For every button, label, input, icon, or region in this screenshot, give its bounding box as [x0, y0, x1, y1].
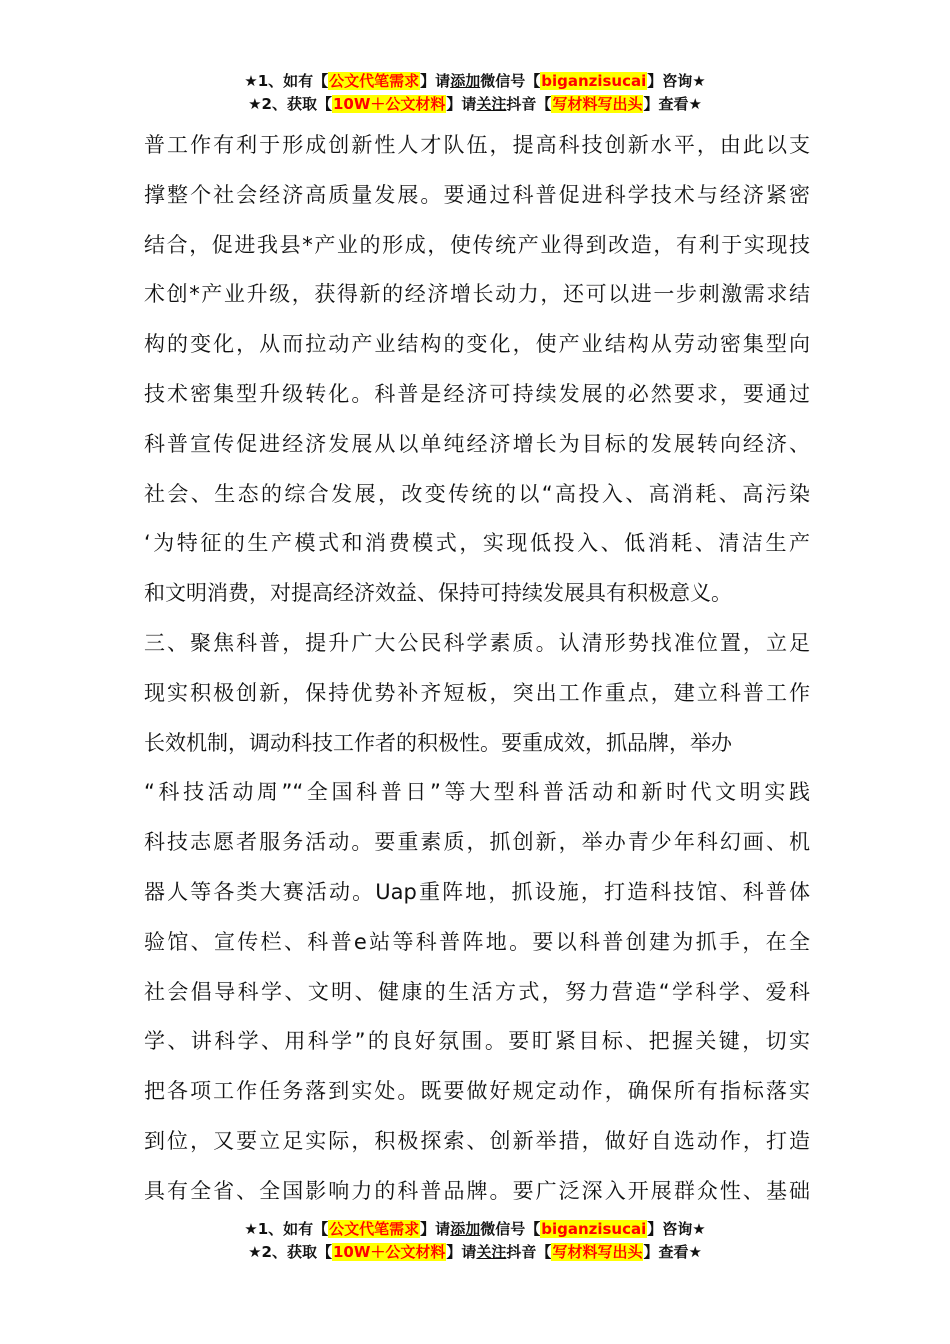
- banner-text: 】请: [446, 1243, 477, 1261]
- body-line: 现实积极创新，保持优势补齐短板，突出工作重点，建立科普工作: [144, 680, 810, 705]
- body-line: ‘为特征的生产模式和消费模式，实现低投入、低消耗、清洁生产: [144, 531, 810, 556]
- banner-text: 】请: [420, 1220, 451, 1238]
- banner-highlight: 公文代笔需求: [329, 72, 420, 90]
- body-line: 科技志愿者服务活动。要重素质，抓创新，举办青少年科幻画、机: [144, 830, 810, 855]
- banner-highlight-wechat-id: biganzisucai: [541, 1220, 647, 1238]
- body-line: 构的变化，从而拉动产业结构的变化，使产业结构从劳动密集型向: [144, 332, 810, 357]
- banner-text: 抖音【: [506, 95, 552, 113]
- banner-underline: 关注: [476, 95, 507, 113]
- banner-highlight: 10W＋公文材料: [332, 1243, 446, 1261]
- body-line: 长效机制，调动科技工作者的积极性。要重成效，抓品牌，举办: [144, 730, 732, 755]
- body-line: 到位，又要立足实际，积极探索、创新举措，做好自选动作，打造: [144, 1128, 810, 1153]
- footer-banner-line-1: [0, 1218, 950, 1241]
- banner-text: ★2、获取【: [248, 95, 332, 113]
- banner-text: 】查看★: [643, 1243, 702, 1261]
- banner-text: ★1、如有【: [244, 1220, 329, 1238]
- body-line: 社会、生态的综合发展，改变传统的以“高投入、高消耗、高污染: [144, 481, 810, 506]
- header-banner: [0, 70, 950, 116]
- body-line: 学、讲科学、用科学”的良好氛围。要盯紧目标、把握关键，切实: [144, 1029, 810, 1054]
- banner-text: ★2、获取【: [248, 1243, 332, 1261]
- document-body: [144, 121, 810, 1217]
- body-line: 结合，促进我县*产业的形成，使传统产业得到改造，有利于实现技: [144, 232, 810, 257]
- banner-underline: 添加: [450, 1220, 481, 1238]
- banner-highlight-wechat-id: biganzisucai: [541, 72, 647, 90]
- banner-text: 】咨询★: [647, 72, 706, 90]
- header-banner-line-2: [0, 93, 950, 116]
- banner-highlight: 10W＋公文材料: [332, 95, 446, 113]
- header-banner-line-1: [0, 70, 950, 93]
- banner-text: ★1、如有【: [244, 72, 329, 90]
- body-line: 科普宣传促进经济发展从以单纯经济增长为目标的发展转向经济、: [144, 431, 810, 456]
- body-line: 器人等各类大赛活动。Uap重阵地，抓设施，打造科技馆、科普体: [144, 879, 810, 904]
- banner-text: 】请: [446, 95, 477, 113]
- banner-text: 】查看★: [643, 95, 702, 113]
- footer-banner-line-2: [0, 1241, 950, 1264]
- banner-text: 微信号【: [480, 72, 541, 90]
- body-line: 撑整个社会经济高质量发展。要通过科普促进科学技术与经济紧密: [144, 182, 810, 207]
- section-heading-line: 三、聚焦科普，提升广大公民科学素质。认清形势找准位置，立足: [144, 630, 810, 655]
- banner-text: 】请: [420, 72, 451, 90]
- body-line: 和文明消费，对提高经济效益、保持可持续发展具有积极意义。: [144, 581, 732, 606]
- body-line: 普工作有利于形成创新性人才队伍，提高科技创新水平，由此以支: [144, 133, 810, 157]
- banner-highlight-douyin-id: 写材料写出头: [552, 95, 643, 113]
- body-line: 把各项工作任务落到实处。既要做好规定动作，确保所有指标落实: [144, 1079, 810, 1104]
- body-line: 验馆、宣传栏、科普e站等科普阵地。要以科普创建为抓手，在全: [144, 929, 810, 954]
- banner-underline: 关注: [476, 1243, 507, 1261]
- body-line: 社会倡导科学、文明、健康的生活方式，努力营造“学科学、爱科: [144, 979, 810, 1004]
- banner-highlight-douyin-id: 写材料写出头: [552, 1243, 643, 1261]
- banner-text: 】咨询★: [647, 1220, 706, 1238]
- footer-banner: [0, 1218, 950, 1264]
- banner-underline: 添加: [450, 72, 481, 90]
- banner-highlight: 公文代笔需求: [329, 1220, 420, 1238]
- body-line: “科技活动周”“全国科普日”等大型科普活动和新时代文明实践: [144, 780, 810, 805]
- body-line: 术创*产业升级，获得新的经济增长动力，还可以进一步刺激需求结: [144, 282, 810, 307]
- banner-text: 微信号【: [480, 1220, 541, 1238]
- body-line: 技术密集型升级转化。科普是经济可持续发展的必然要求，要通过: [144, 381, 810, 406]
- body-line: 具有全省、全国影响力的科普品牌。要广泛深入开展群众性、基础: [144, 1178, 810, 1203]
- banner-text: 抖音【: [506, 1243, 552, 1261]
